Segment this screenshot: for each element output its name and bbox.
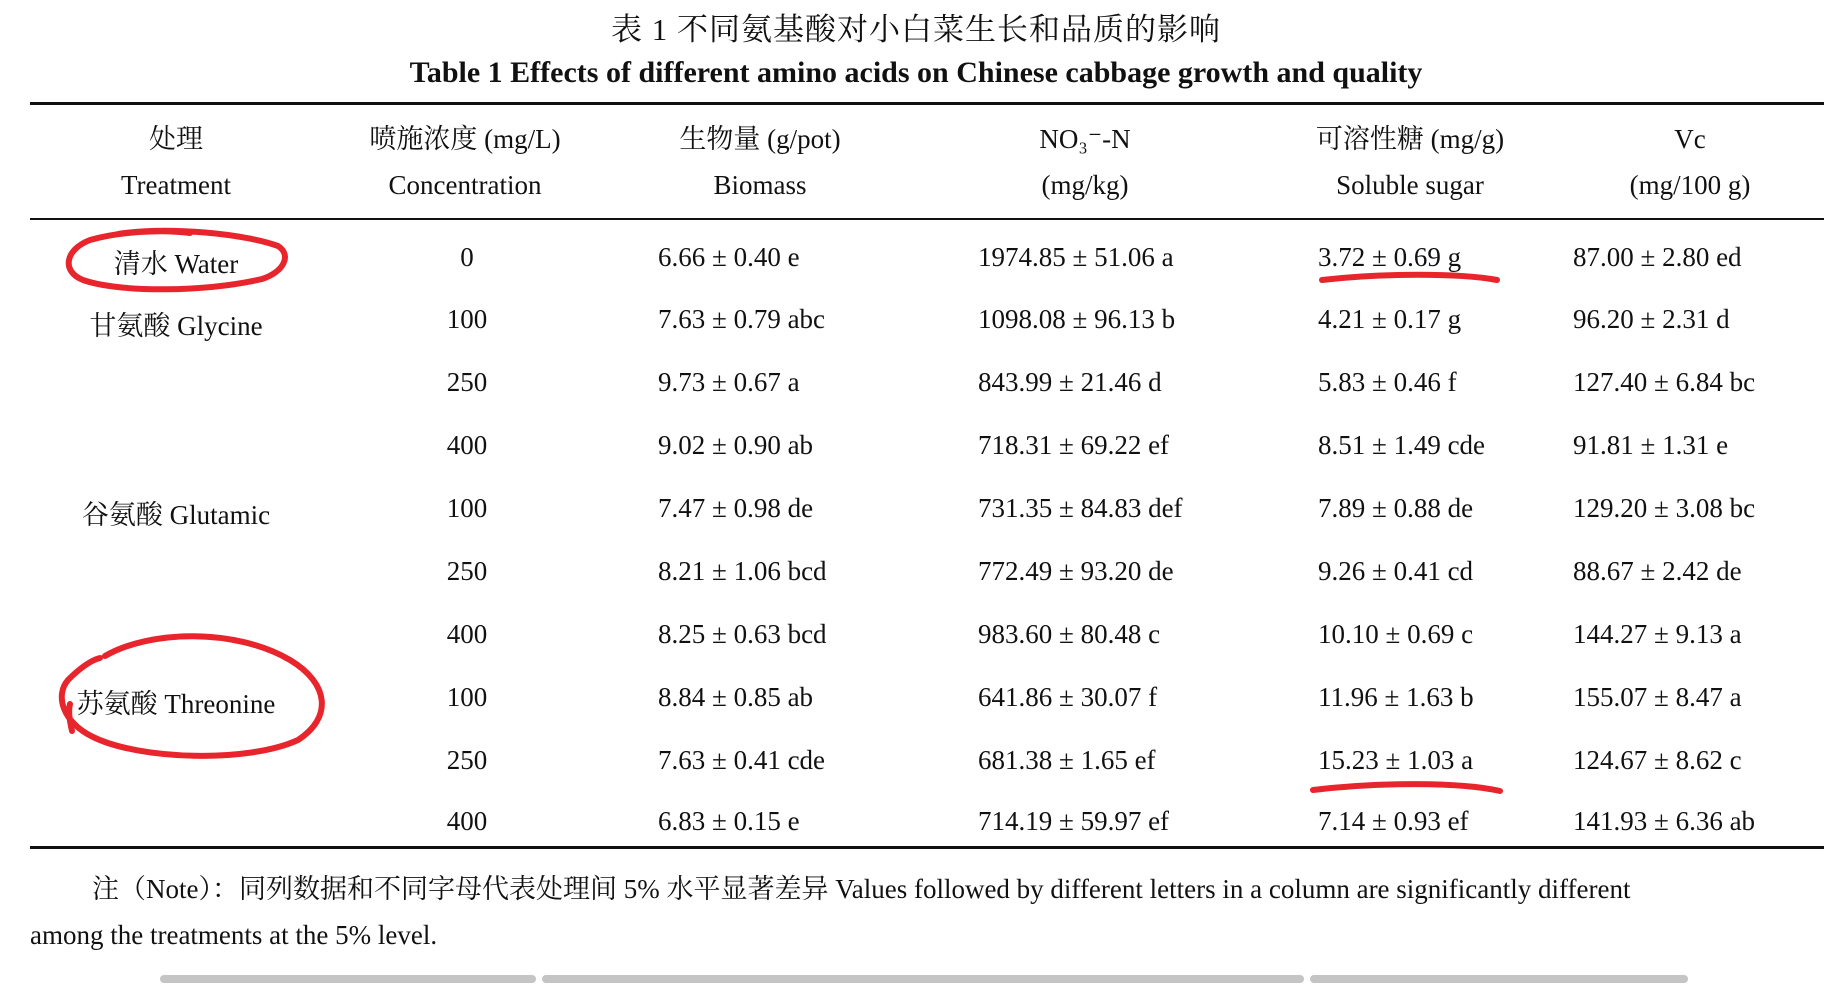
underline-sugar-threonine	[1313, 784, 1500, 791]
table-bottom-rule	[30, 846, 1824, 849]
header-biomass	[630, 116, 890, 208]
header-concentration-en: Concentration	[388, 170, 542, 200]
cell-biomass: 9.02 ± 0.90 ab	[658, 430, 814, 460]
cell-concentration: 250	[446, 367, 488, 397]
header-soluble-sugar-en: Soluble sugar	[1336, 170, 1484, 200]
table-title-chinese: 表 1 不同氨基酸对小白菜生长和品质的影响	[611, 12, 1221, 47]
cell-biomass: 6.66 ± 0.40 e	[658, 242, 800, 272]
cell-no3n: 731.35 ± 84.83 def	[978, 493, 1183, 523]
cell-concentration: 100	[446, 304, 488, 334]
cell-concentration: 400	[446, 430, 488, 460]
cell-concentration: 100	[446, 682, 488, 712]
header-concentration	[330, 116, 600, 208]
cell-concentration: 0	[460, 242, 474, 272]
cell-no3n: 983.60 ± 80.48 c	[978, 619, 1161, 649]
header-concentration-cn: 喷施浓度 (mg/L)	[369, 124, 561, 154]
cell-soluble-sugar: 7.14 ± 0.93 ef	[1318, 806, 1469, 836]
cell-concentration: 100	[446, 493, 488, 523]
cell-vc: 155.07 ± 8.47 a	[1573, 682, 1742, 712]
cell-concentration: 250	[446, 745, 488, 775]
cell-vc: 91.81 ± 1.31 e	[1573, 430, 1729, 460]
scrollbar-segment-right[interactable]	[1310, 975, 1688, 983]
cell-no3n: 681.38 ± 1.65 ef	[978, 745, 1156, 775]
cell-biomass: 7.47 ± 0.98 de	[658, 493, 814, 523]
cell-no3n: 772.49 ± 93.20 de	[978, 556, 1174, 586]
table-title-english: Table 1 Effects of different amino acids on Chinese cabbage growth and quality	[409, 56, 1423, 89]
header-vc-en: (mg/100 g)	[1629, 170, 1751, 200]
header-treatment	[60, 116, 292, 208]
header-biomass-cn: 生物量 (g/pot)	[679, 124, 841, 154]
cell-soluble-sugar: 3.72 ± 0.69 g	[1318, 242, 1462, 272]
cell-biomass: 9.73 ± 0.67 a	[658, 367, 800, 397]
cell-soluble-sugar: 4.21 ± 0.17 g	[1318, 304, 1462, 334]
cell-vc: 124.67 ± 8.62 c	[1573, 745, 1742, 775]
cell-soluble-sugar: 8.51 ± 1.49 cde	[1318, 430, 1486, 460]
table-header-rule	[30, 218, 1824, 220]
underline-sugar-water	[1322, 275, 1497, 280]
cell-treatment: 苏氨酸 Threonine	[76, 689, 276, 719]
cell-no3n: 843.99 ± 21.46 d	[978, 367, 1162, 397]
cell-biomass: 6.83 ± 0.15 e	[658, 806, 800, 836]
cell-treatment: 谷氨酸 Glutamic	[81, 500, 271, 530]
cell-no3n: 718.31 ± 69.22 ef	[978, 430, 1170, 460]
header-no3n	[955, 116, 1215, 208]
cell-concentration: 250	[446, 556, 488, 586]
cell-concentration: 400	[446, 806, 488, 836]
cell-biomass: 7.63 ± 0.41 cde	[658, 745, 826, 775]
table-top-rule	[30, 102, 1824, 105]
cell-vc: 87.00 ± 2.80 ed	[1573, 242, 1742, 272]
cell-vc: 144.27 ± 9.13 a	[1573, 619, 1742, 649]
cell-soluble-sugar: 7.89 ± 0.88 de	[1318, 493, 1474, 523]
table-note	[30, 866, 1830, 958]
header-biomass-en: Biomass	[713, 170, 807, 200]
cell-soluble-sugar: 5.83 ± 0.46 f	[1318, 367, 1457, 397]
cell-vc: 96.20 ± 2.31 d	[1573, 304, 1730, 334]
header-vc-cn: Vc	[1674, 124, 1706, 154]
header-no3n-en: (mg/kg)	[1041, 170, 1129, 200]
note-line-2: among the treatments at the 5% level.	[30, 920, 438, 950]
header-treatment-en: Treatment	[121, 170, 231, 200]
cell-concentration: 400	[446, 619, 488, 649]
cell-treatment: 甘氨酸 Glycine	[89, 311, 263, 341]
scrollbar-segment-middle[interactable]	[542, 975, 1304, 983]
header-soluble-sugar-cn: 可溶性糖 (mg/g)	[1315, 124, 1505, 154]
cell-vc: 141.93 ± 6.36 ab	[1573, 806, 1756, 836]
header-treatment-cn: 处理	[149, 124, 203, 154]
cell-soluble-sugar: 10.10 ± 0.69 c	[1318, 619, 1474, 649]
cell-no3n: 714.19 ± 59.97 ef	[978, 806, 1170, 836]
cell-soluble-sugar: 11.96 ± 1.63 b	[1318, 682, 1474, 712]
cell-biomass: 8.21 ± 1.06 bcd	[658, 556, 827, 586]
cell-biomass: 8.25 ± 0.63 bcd	[658, 619, 827, 649]
header-vc	[1570, 116, 1810, 208]
cell-vc: 129.20 ± 3.08 bc	[1573, 493, 1756, 523]
cell-no3n: 1098.08 ± 96.13 b	[978, 304, 1176, 334]
cell-treatment: 清水 Water	[113, 249, 239, 279]
header-soluble-sugar	[1270, 116, 1550, 208]
cell-no3n: 641.86 ± 30.07 f	[978, 682, 1158, 712]
note-line-1: 注（Note）：同列数据和不同字母代表处理间 5% 水平显著差异 Values followed by different letters in a column are significantly different	[92, 874, 1631, 904]
cell-soluble-sugar: 9.26 ± 0.41 cd	[1318, 556, 1474, 586]
cell-biomass: 8.84 ± 0.85 ab	[658, 682, 814, 712]
cell-vc: 88.67 ± 2.42 de	[1573, 556, 1742, 586]
header-no3n-cn: NO₃⁻-N	[1039, 124, 1131, 154]
cell-biomass: 7.63 ± 0.79 abc	[658, 304, 826, 334]
cell-vc: 127.40 ± 6.84 bc	[1573, 367, 1756, 397]
scrollbar-segment-left[interactable]	[160, 975, 536, 983]
cell-no3n: 1974.85 ± 51.06 a	[978, 242, 1174, 272]
cell-soluble-sugar: 15.23 ± 1.03 a	[1318, 745, 1474, 775]
